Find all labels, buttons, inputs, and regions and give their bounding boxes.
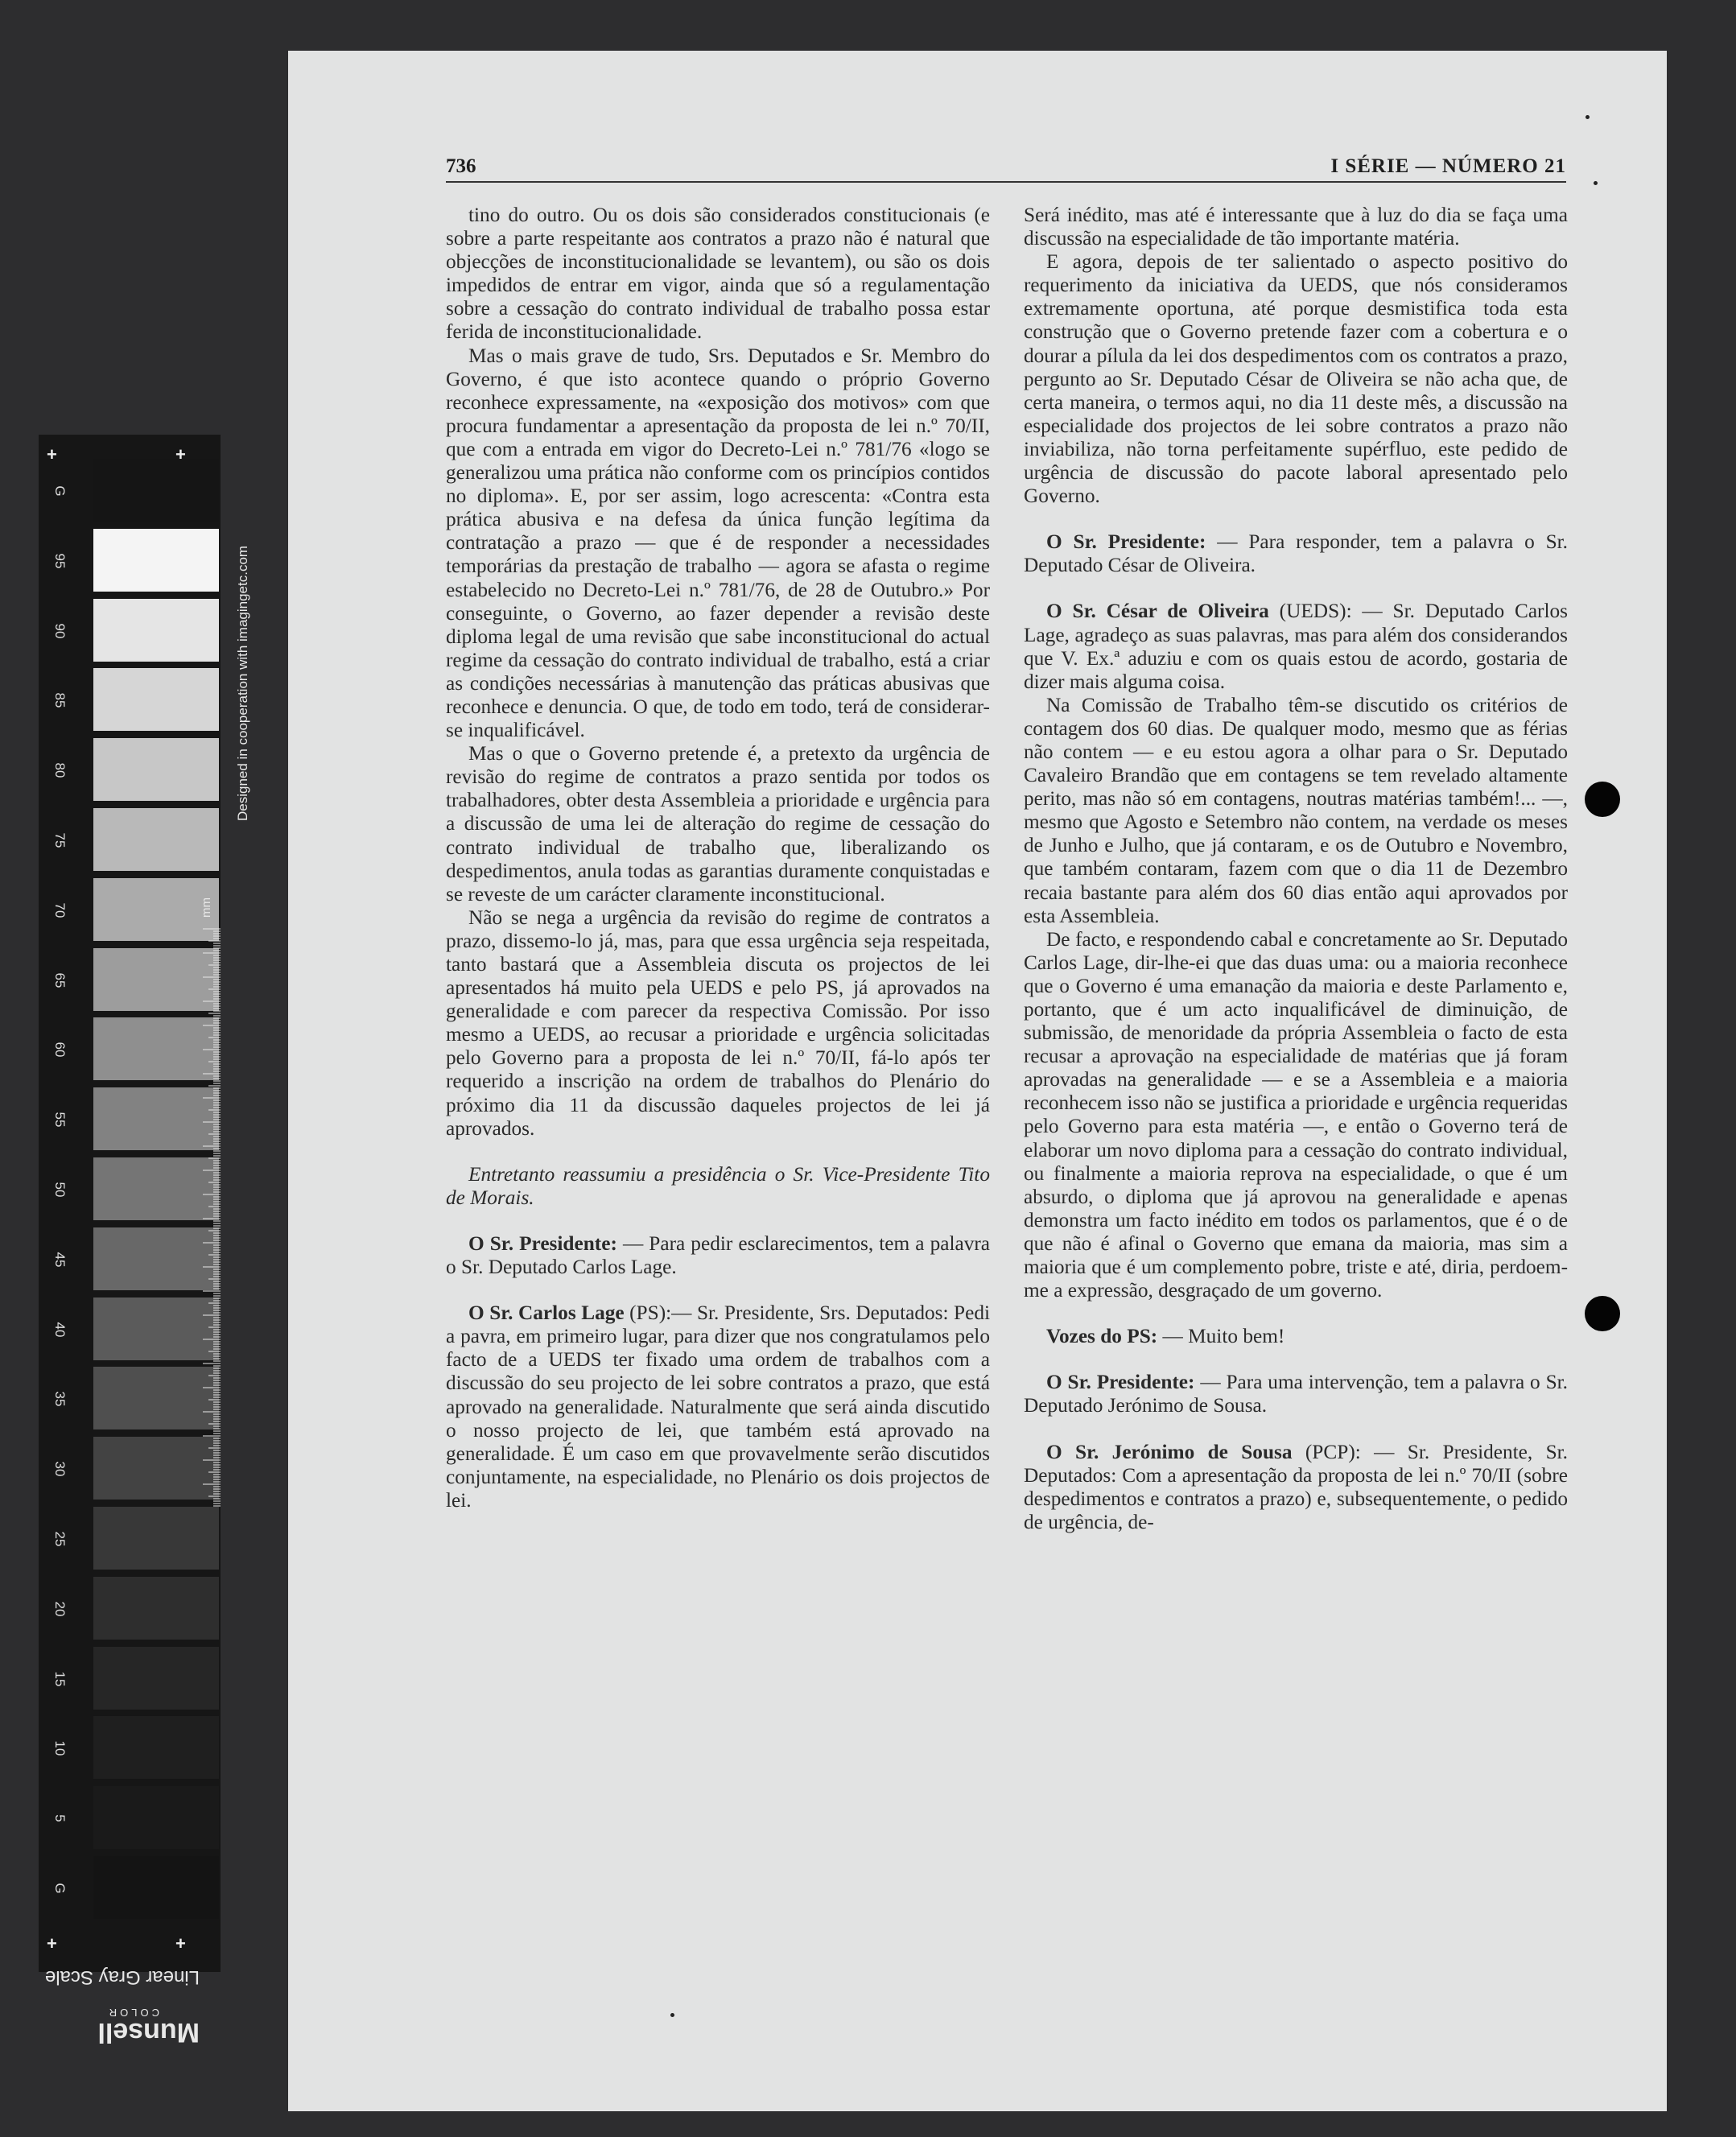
paragraph-text: — Para uma intervenção, tem a palavra o Sr. Deputado Jerónimo de Sousa. bbox=[1024, 1371, 1568, 1417]
registration-mark: + bbox=[47, 444, 57, 464]
gray-patch bbox=[93, 529, 219, 592]
ruler-unit: mm bbox=[200, 897, 213, 918]
paragraph-text: Mas o que o Governo pretende é, a pretexto da urgência de revisão do regime de contratos a prazo sentida por todos os trabalhadores, obter desta Assembleia a prioridade e urgência para a discussão de uma lei de alteração do regime de cessação do contrato individual de trabalho que, liberalizando os despedimentos, anula todas as garantias duramente conquistadas e se reveste de um carácter claramente inconstitucional. bbox=[446, 742, 990, 906]
gray-patch-label: 10 bbox=[52, 1740, 68, 1756]
paragraph bbox=[1024, 600, 1568, 693]
paragraph-text: — Para pedir esclarecimentos, tem a palavra o Sr. Deputado Carlos Lage. bbox=[446, 1231, 991, 1279]
paragraph-text: (PCP): — Sr. Presidente, Sr. Deputados: Com a apresentação da proposta de lei n.º 70/II (sobre despedimentos e contratos a prazo) e, subsequentemente, o pedido de urgência, de- bbox=[1024, 1440, 1568, 1533]
gray-patch-label: 60 bbox=[52, 1042, 68, 1058]
gray-patch-label: 75 bbox=[52, 832, 68, 848]
gray-patch-label: 40 bbox=[52, 1322, 68, 1338]
gray-patch-label: 85 bbox=[52, 692, 68, 708]
paragraph bbox=[1024, 928, 1568, 1303]
page-header bbox=[446, 154, 1566, 183]
gray-patch-label: 70 bbox=[52, 902, 68, 918]
gray-patch-label: G bbox=[52, 1883, 68, 1894]
paragraph bbox=[1024, 1371, 1568, 1417]
speaker-name: O Sr. César de Oliveira bbox=[1046, 600, 1269, 623]
gray-patch-label: 80 bbox=[52, 762, 68, 778]
left-column bbox=[446, 204, 990, 1512]
gray-patch-label: 5 bbox=[52, 1814, 68, 1822]
paragraph-text: Na Comissão de Trabalho têm-se discutido os critérios de contagem dos 60 dias. De qualquer modo, mesmo que as férias não contem — e eu estou agora a olhar para o Sr. Deputado Cavaleiro Brandão que em contagens se tem revelado altamente perito, mas não só em contagens, noutras matérias também!... —, mesmo que Agosto e Setembro não contem, na verdade os meses de Junho e Julho, que já contaram, e os de Outubro e Novembro, que também contaram, fazem com que o dia 11 de Dezembro recaia bastante para além dos 60 dias então aqui aprovados por esta Assembleia. bbox=[1024, 693, 1568, 927]
gray-scale-card bbox=[39, 435, 250, 2048]
gray-patch bbox=[93, 1577, 219, 1640]
paragraph-text: — Para responder, tem a palavra o Sr. Deputado César de Oliveira. bbox=[1024, 530, 1569, 577]
paragraph bbox=[446, 1302, 990, 1512]
gray-patch-label: 15 bbox=[52, 1671, 68, 1687]
paragraph bbox=[1024, 250, 1568, 508]
paragraph bbox=[1024, 1441, 1568, 1534]
gray-patch-label: 25 bbox=[52, 1531, 68, 1547]
punch-hole bbox=[1585, 782, 1620, 817]
gray-patch-label: G bbox=[52, 485, 68, 497]
paragraph bbox=[446, 1232, 990, 1279]
gray-patch-label: 90 bbox=[52, 623, 68, 639]
speaker-name: O Sr. Presidente: bbox=[1046, 530, 1206, 554]
speck bbox=[670, 2013, 674, 2017]
paragraph bbox=[446, 906, 990, 1141]
gray-patch-label: 45 bbox=[52, 1252, 68, 1268]
page-number: 736 bbox=[446, 155, 476, 177]
document-page bbox=[288, 51, 1667, 2111]
scale-title: Linear Gray Scale bbox=[44, 1966, 200, 1988]
speaker-name: O Sr. Carlos Lage bbox=[468, 1302, 625, 1325]
paragraph-text: E agora, depois de ter salientado o aspecto positivo do requerimento da iniciativa da UEDS, que nós consideramos extremamente oportuna, até porque desmistifica toda esta construção que o Governo pretende fazer com a cobertura e o dourar a pílula da lei dos despedimentos com os contratos a prazo, pergunto ao Sr. Deputado César de Oliveira se não acha que, de certa maneira, o termos aqui, no dia 11 deste mês, a discussão na especialidade dos projectos de lei sobre contratos a prazo não inviabiliza, não torna perfeitamente supérfluo, este pedido de urgência de discussão do pacote laboral apresentado pelo Governo. bbox=[1024, 250, 1568, 508]
gray-patch bbox=[93, 738, 219, 801]
paragraph-text: De facto, e respondendo cabal e concretamente ao Sr. Deputado Carlos Lage, dir-lhe-ei que das duas uma: ou a maioria reconhece que o Governo é uma emanação da maioria e deste Parlamento e, portanto, que é um acto inqualificável de diminuição, de submissão, de menoridade da própria Assembleia o facto de esta recusar a aprovação na especialidade de matérias que já foram aprovadas na generalidade — e se a Assembleia e a maioria reconhecem isso não se justifica a prioridade e urgência requeridas pelo Governo para esta matéria —, e então o Governo terá de elaborar um novo diploma para a cessação do contrato individual, ou finalmente a maioria reprova na especialidade, o que é um absurdo, o diploma que já aprovou na generalidade e apenas demonstra um facto inédito em todos os parlamentos, que é o de que não é afinal o Governo que emana da maioria, mas sim a maioria que é um complemento pobre, triste e até, diria, perdoem-me a expressão, desgraçado de um governo. bbox=[1024, 927, 1568, 1302]
paragraph-text: Será inédito, mas até é interessante que à luz do dia se faça uma discussão na especialidade de tão importante matéria. bbox=[1024, 204, 1568, 250]
paragraph bbox=[1024, 530, 1568, 577]
paragraph bbox=[446, 344, 990, 743]
gray-patch bbox=[93, 599, 219, 662]
right-column bbox=[1024, 204, 1568, 1534]
gray-patch-label: 35 bbox=[52, 1391, 68, 1407]
speaker-name: O Sr. Jerónimo de Sousa bbox=[1046, 1440, 1293, 1463]
paragraph-text: Mas o mais grave de tudo, Srs. Deputados e Sr. Membro do Governo, é que isto acontece quando o próprio Governo reconhece expressamente, na «exposição dos motivos» com que procura fundamentar a apresentação da proposta de lei n.º 70/II, que com a entrada em vigor do Decreto-Lei n.º 781/76 «logo se generalizou uma prática não conforme com os princípios contidos no diploma». E, por ser assim, logo acrescenta: «Contra esta prática abusiva e na defesa da única função legítima da contratação a prazo — que é de responder a necessidades temporárias da prestação de trabalho — agora se afasta o regime estabelecido no Decreto-Lei n.º 781/76, de 28 de Outubro.» Por conseguinte, o Governo, ao fazer depender a revisão deste diploma legal de uma revisão que sabe inconstitucional do actual regime da cessação do contrato individual de trabalho, está a criar as condições necessárias à manutenção das práticas abusivas que reconhece e denuncia. O que, de todo em todo, terá de considerar-se inqualificável. bbox=[446, 344, 990, 742]
mm-ruler bbox=[196, 926, 221, 1513]
speaker-name: O Sr. Presidente: bbox=[468, 1231, 617, 1255]
paragraph bbox=[446, 1163, 990, 1210]
gray-patch-label: 30 bbox=[52, 1461, 68, 1477]
speaker-name: O Sr. Presidente: bbox=[1046, 1371, 1195, 1394]
speck bbox=[1594, 181, 1598, 185]
gray-patch bbox=[93, 1786, 219, 1849]
series-label: I SÉRIE — NÚMERO 21 bbox=[1330, 155, 1566, 177]
paragraph-text: tino do outro. Ou os dois são considerados constitucionais (e sobre a parte respeitante aos contratos a prazo não é natural que objecções de inconstitucionalidade se levantem), ou são os dois impedidos de entrar em vigor, ainda que só a regulamentação sobre a cessação do contrato individual de trabalho possa estar ferida de inconstitucionalidade. bbox=[446, 204, 990, 344]
registration-mark: + bbox=[175, 444, 186, 464]
registration-mark: + bbox=[175, 1933, 186, 1953]
paragraph bbox=[446, 204, 990, 344]
paragraph-text: (UEDS): — Sr. Deputado Carlos Lage, agradeço as suas palavras, mas para além dos considerandos que V. Ex.ª aduziu e com os quais estou de acordo, gostaria de dizer mais alguma coisa. bbox=[1024, 600, 1568, 693]
punch-hole bbox=[1585, 1296, 1620, 1331]
speaker-name: Vozes do PS: bbox=[1046, 1325, 1158, 1348]
gray-patch bbox=[93, 1856, 219, 1919]
gray-patch-label: 55 bbox=[52, 1112, 68, 1128]
paragraph-text: Não se nega a urgência da revisão do regime de contratos a prazo, dissemo-lo já, mas, para que essa urgência seja respeitada, tanto bastará que a Assembleia discuta os projectos de lei apresentados há muito pela UEDS e pelo PS, já aprovados na generalidade e com parecer da respectiva Comissão. Por isso mesmo a UEDS, ao recusar a prioridade e urgência solicitadas pelo Governo para a proposta de lei n.º 70/II, fá-lo após ter requerido a inscrição na ordem de trabalhos do Plenário do próximo dia 11 da discussão daqueles projectos de lei já aprovados. bbox=[446, 906, 990, 1140]
paragraph bbox=[446, 742, 990, 906]
gray-patch-label: 95 bbox=[52, 553, 68, 569]
paragraph-text: Entretanto reassumiu a presidência o Sr. Vice-Presidente Tito de Morais. bbox=[446, 1162, 990, 1209]
gray-patch-label: 50 bbox=[52, 1182, 68, 1198]
brand-logo: Munsell bbox=[97, 2017, 200, 2048]
gray-patch bbox=[93, 808, 219, 871]
gray-patch bbox=[93, 1647, 219, 1710]
gray-patch bbox=[93, 668, 219, 731]
paragraph-text: — Muito bem! bbox=[1157, 1325, 1285, 1348]
speck bbox=[1585, 115, 1590, 119]
gray-patch bbox=[93, 1507, 219, 1570]
paragraph-text: (PS):— Sr. Presidente, Srs. Deputados: Pedi a pavra, em primeiro lugar, para dizer que nos congratulamos pelo facto de a UEDS ter fixado uma ordem de trabalhos com a discussão do seu projecto de lei sobre contratos a prazo, que está aprovado na generalidade. Naturalmente que será ainda discutido o nosso projecto de lei, que também está aprovado na generalidade. É um caso em que provavelmente serão discutidos conjuntamente, na especialidade, no Plenário os dois projectos de lei. bbox=[446, 1302, 991, 1512]
gray-patch-label: 65 bbox=[52, 972, 68, 988]
gray-patch bbox=[93, 459, 219, 522]
credit-text: Designed in cooperation with imagingetc.com bbox=[235, 545, 250, 821]
registration-mark: + bbox=[47, 1933, 57, 1953]
gray-patch-label: 20 bbox=[52, 1601, 68, 1617]
paragraph bbox=[1024, 204, 1568, 250]
gray-patch bbox=[93, 1716, 219, 1779]
brand-sub: COLOR bbox=[105, 2007, 159, 2019]
paragraph bbox=[1024, 1325, 1568, 1348]
paragraph bbox=[1024, 694, 1568, 928]
